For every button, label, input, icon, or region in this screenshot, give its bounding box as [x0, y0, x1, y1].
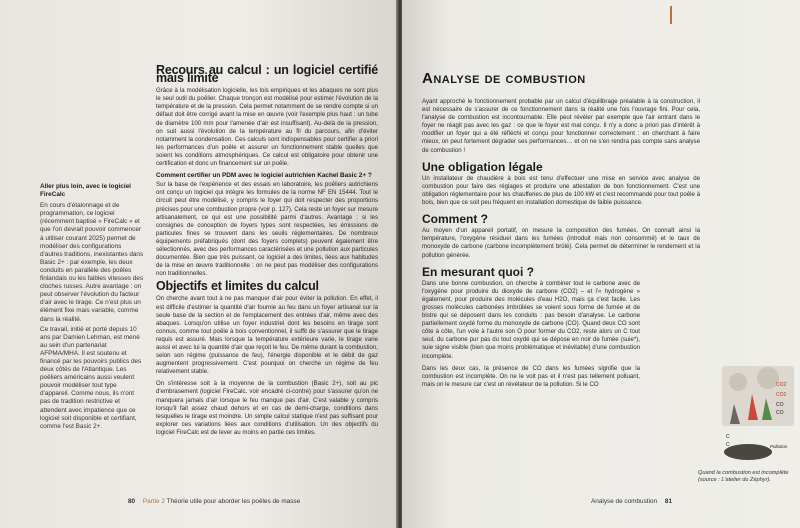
chapter-title: Analyse de combustion [422, 70, 586, 87]
left-page [0, 0, 398, 528]
paragraph: Au moyen d'un appareil portatif, on mesure la composition des fumées. On connaît ainsi la température, l'oxygène résiduel dans les fumées (introduit mais non consommé) et le taux de monoxyde de carbone (carbone incomplètement brûlé). Cela permet de déterminer le rendement et la pollution générée. [422, 227, 700, 259]
accent-mark [670, 6, 672, 24]
sidebar-title: Aller plus loin, avec le logiciel FireCalc [40, 183, 131, 199]
right-page [402, 0, 800, 528]
label-c: C [726, 442, 730, 448]
sidebar-paragraph: Ce travail, initié et porté depuis 10 ans par Damien Lehman, est mené au sein d'un partenariat AFPMA/MHA. Il est soutenu et financé par les pouvoirs publics des deux côtés de l'Atlantique. Les poêliers américains aussi veulent pouvoir modéliser tout type d'appareil. Comme nous, ils n'ont pas de tradition restrictive et attendent avec impatience que ce logiciel soit disponible et certifiant, comme l'est Basic 2+. [40, 325, 142, 430]
page-number: 80 [128, 498, 136, 505]
sidebar-box [40, 183, 144, 433]
figure-caption: Quand la combustion est incomplète (source : L'atelier du Zéphyr). [698, 470, 789, 483]
paragraph: Dans une bonne combustion, on cherche à combiner tout le carbone avec de l'oxygène pour produire du dioxyde de carbone (CO2) – et l'« hydrogène » également, pour produire des molécules d'eau H2O, mais ça c'est facile. Les grosses molécules carbonées imbrûlées se voient sous forme de fumée et de bistre qui se déposent dans les conduits : pas besoin d'analyse. Le carbone partiellement oxydé forme du monoxyde de carbone (CO). Quand deux CO sont côte à côte, l'un vole à l'autre son O pour former du CO2, reste alors un C tout seul, du carbone pur pas du tout oxydé qui se dépose en noir de fumée (suie*), suie signe visible (bien que moins problématique et inévitable) d'une combustion incomplète. [422, 279, 640, 360]
subheading: Comment certifier un PDM avec le logiciel autrichien Kachel Basic 2+ ? [156, 172, 372, 180]
right-main-column [422, 98, 700, 393]
smoke-puff [729, 373, 747, 391]
paragraph: Grâce à la modélisation logicielle, les lois empiriques et les abaques ne sont plus le seul outil du poêlier. Chaque tronçon est modélisé pour estimer l'évolution de la température et de la pression. Cela permet notamment de se rendre compte si un défaut doit être corrigé avant la mise en œuvre (voir l'exemple plus haut : un tube de diamètre 100 mm pour l'amenée d'air est insuffisant). Au-delà de la pression, on suit aussi l'évolution de la température au fil du parcours, afin d'éviter notamment la condensation. Ces calculs sont indispensables pour certifier a priori les performances d'un poêle et assurer un fonctionnement stable quelles que soient les conditions atmosphériques. Ce calcul est obligatoire pour obtenir une certification et donc un financement sur un poêle. [156, 87, 378, 168]
section-heading: En mesurant quoi ? [422, 264, 535, 279]
paragraph: Un installateur de chaudière à bois est tenu d'effectuer une mise en service avec analyse de combustion pour faire des réglages et produire une attestation de bon fonctionnement. C'est une obligation réglementaire pour les chaufferies de plus de 100 kW et c'est recommandé pour tout poêle à bois, bien que ce soit peu fréquent en installation domestique de faible puissance. [422, 174, 700, 207]
combustion-illustration [718, 364, 798, 464]
page-number: 81 [664, 498, 672, 505]
footer-part: Partie 2 [142, 498, 165, 505]
footer-text: Théorie utile pour aborder les poêles de masse [166, 498, 301, 505]
section-title: Recours au calcul : un logiciel certifié mais limité [156, 63, 378, 86]
section-title: Objectifs et limites du calcul [156, 279, 319, 294]
log-pile [724, 444, 772, 460]
label-co: CO [776, 410, 784, 416]
sidebar-paragraph: En cours d'étalonnage et de programmation, ce logiciel (récemment baptisé « FireCalc » et que l'on devrait pouvoir commencer à utiliser courant 2025) permet de modéliser des configurations d'autres traditions, inexistantes dans Basic 2+ : par exemple, les deux conduits en parallèle des poêles finlandais ou les faibles vitesses des cloches russes. Autre avantage : on peut observer l'évolution du facteur d'air avec le tirage. Ce n'est plus un élément fixe mais variable, comme dans la réalité. [40, 202, 144, 323]
paragraph: On s'intéresse soit à la moyenne de la combustion (Basic 2+), soit au pic d'embrasement (logiciel FireCalc, voir encadré ci-contre) pour s'assurer qu'on ne manquera jamais d'air lorsque le feu manque pas d'air. C'est valable y compris lorsqu'il fait assez chaud dehors et en cas de demi-charge, conditions dans lesquelles le tirage est moindre. Un simple calcul statique n'est pas suffisant pour explorer ces variations liées aux conditions d'utilisation. Un des objectifs du logiciel FireCalc est de lever au moins en partie ces limites. [156, 380, 378, 436]
left-footer [128, 498, 300, 505]
paragraph: Ayant approché le fonctionnement probable par un calcul d'équilibrage préalable à la construction, il est nécessaire de s'assurer de ce fonctionnement dans la réalité une fois l'ouvrage fini. Pour cela, l'analyse de combustion est incontournable. Elle peut révéler par exemple que l'air entrant dans le foyer ne réagit pas avec les gaz : ce que le foyer est mal conçu. Il n'y a donc a priori pas d'intérêt à modifier un foyer qui a été réfléchi et conçu pour fonctionner correctement : en cherchant à faire mieux, on peut fortement dégrader ses performances… et on ne s'en rendra pas compte sans analyse de combustion ! [422, 98, 700, 154]
paragraph: Dans les deux cas, la présence de CO dans les fumées signifie que la combustion est incomplète. On ne le voit pas et il n'est pas tellement polluant, mais on le mesure car c'est un révélateur de la pollution. Si le CO [422, 364, 640, 388]
footer-text: Analyse de combustion [591, 498, 658, 505]
paragraph: On cherche avant tout à ne pas manquer d'air pour éviter la pollution. En effet, il est difficile d'estimer la quantité d'air fournie au feu dans un foyer artisanal sur la seule base de la section et de l'emplacement des entrées d'air, même avec des abaques. Lorsqu'on utilise un foyer industriel dont les besoins en tirage sont connus, comme tout poêle à bois conventionnel, il suffit de s'assurer que le tirage requis est assuré. Mais lorsque la température extérieure varie, le tirage varie aussi et avec lui la quantité d'air que reçoit le feu. De même durant la combustion, selon son régime (puissance de feu), l'énergie disponible et le débit de gaz augmentent progressivement. C'est pourquoi on cherche un régime de feu relativement stable. [156, 295, 378, 376]
label-co2: CO2 [776, 382, 787, 388]
label-c: C [726, 434, 730, 440]
label-co: CO [776, 402, 784, 408]
paragraph: Sur la base de l'expérience et des essais en laboratoire, les poêliers autrichiens ont conçu un logiciel qui intègre les formules de la norme NF EN 15444. Tout le circuit peut être modélisé, y compris le foyer qui doit respecter des proportions précises pour une combustion propre (voir p. 127). Cela reste un foyer sur mesure artisanalement, ce qui est une possibilité parmi d'autres. Avantage : si les consignes de conception de foyers types sont respectées, les émissions de particules fines se trouvent dans les seuils réglementaires. De nombreux équipements préfabriqués (dont des foyers complets) peuvent également être sélectionnés, avec des performances caractérisées et une pollution aux particules documentée. Bien que très puissant, ce logiciel a des limites, liées aux habitudes de la mise en œuvre traditionnelle : on ne peut pas modéliser des configurations non traditionnelles. [156, 181, 378, 278]
label-co2: CO2 [776, 392, 787, 398]
label-pollution: Pollution [770, 444, 788, 449]
right-footer [591, 498, 672, 505]
left-main-column [156, 63, 378, 441]
section-heading: Une obligation légale [422, 159, 543, 174]
section-heading: Comment ? [422, 212, 488, 227]
